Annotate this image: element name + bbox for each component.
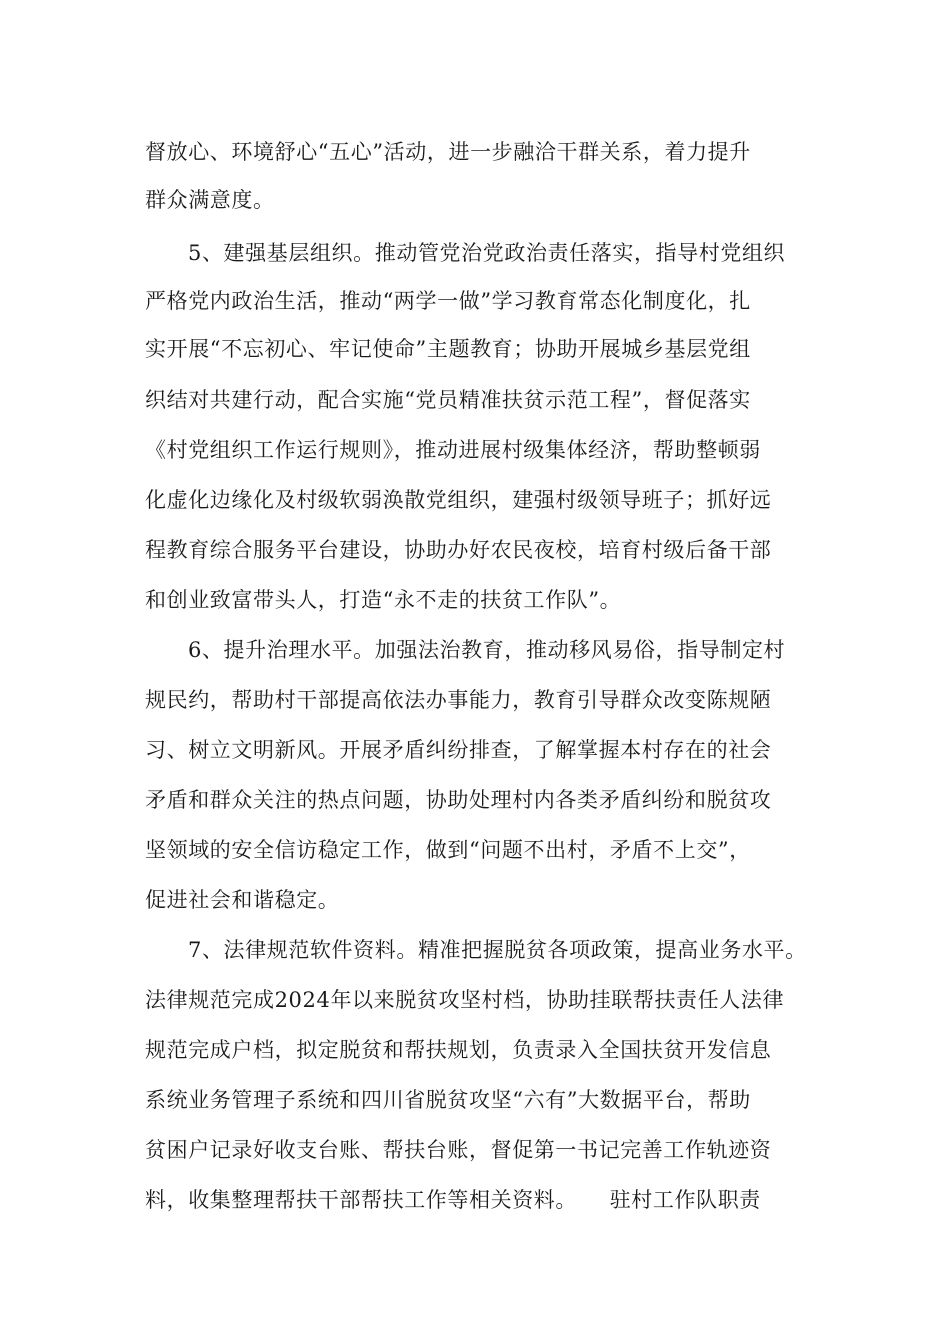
text-line: 规范完成户档，拟定脱贫和帮扶规划，负责录入全国扶贫开发信息	[145, 1038, 772, 1062]
text-line: 《村党组织工作运行规则》，推动进展村级集体经济，帮助整顿弱	[145, 438, 761, 462]
text-line: 织结对共建行动，配合实施“党员精准扶贫示范工程”，督促落实	[145, 388, 751, 412]
text-line: 和创业致富带头人，打造“永不走的扶贫工作队”。	[145, 588, 622, 612]
paragraph-7-heading-line: 7、法律规范软件资料。精准把握脱贫各项政策，提高业务水平。	[188, 938, 807, 962]
paragraph-6-heading-line: 6、提升治理水平。加强法治教育，推动移风易俗，指导制定村	[188, 638, 786, 662]
text-line: 程教育综合服务平台建设，协助办好农民夜校，培育村级后备干部	[145, 538, 772, 562]
text-line: 群众满意度。	[145, 188, 275, 212]
text-line: 贫困户记录好收支台账、帮扶台账，督促第一书记完善工作轨迹资	[145, 1138, 772, 1162]
text-line: 督放心、环境舒心“五心”活动，进一步融洽干群关系，着力提升	[145, 140, 751, 164]
text-line: 坚领域的安全信访稳定工作，做到“问题不出村，矛盾不上交”，	[145, 838, 751, 862]
text-line: 促进社会和谐稳定。	[145, 888, 340, 912]
paragraph-5-heading-line: 5、建强基层组织。推动管党治党政治责任落实，指导村党组织	[188, 241, 786, 265]
text-line: 实开展“不忘初心、牢记使命”主题教育；协助开展城乡基层党组	[145, 337, 751, 361]
text-line: 习、树立文明新风。开展矛盾纠纷排查，了解掌握本村存在的社会	[145, 738, 772, 762]
text-line: 严格党内政治生活，推动“两学一做”学习教育常态化制度化，扎	[145, 289, 751, 313]
text-line: 规民约，帮助村干部提高依法办事能力，教育引导群众改变陈规陋	[145, 688, 772, 712]
text-line: 化虚化边缘化及村级软弱涣散党组织，建强村级领导班子；抓好远	[145, 488, 772, 512]
text-line: 矛盾和群众关注的热点问题，协助处理村内各类矛盾纠纷和脱贫攻	[145, 788, 772, 812]
text-line: 系统业务管理子系统和四川省脱贫攻坚“六有”大数据平台，帮助	[145, 1088, 751, 1112]
text-line: 法律规范完成2024年以来脱贫攻坚村档，协助挂联帮扶责任人法律	[145, 988, 785, 1012]
text-line: 料，收集整理帮扶干部帮扶工作等相关资料。 驻村工作队职责	[145, 1188, 761, 1212]
